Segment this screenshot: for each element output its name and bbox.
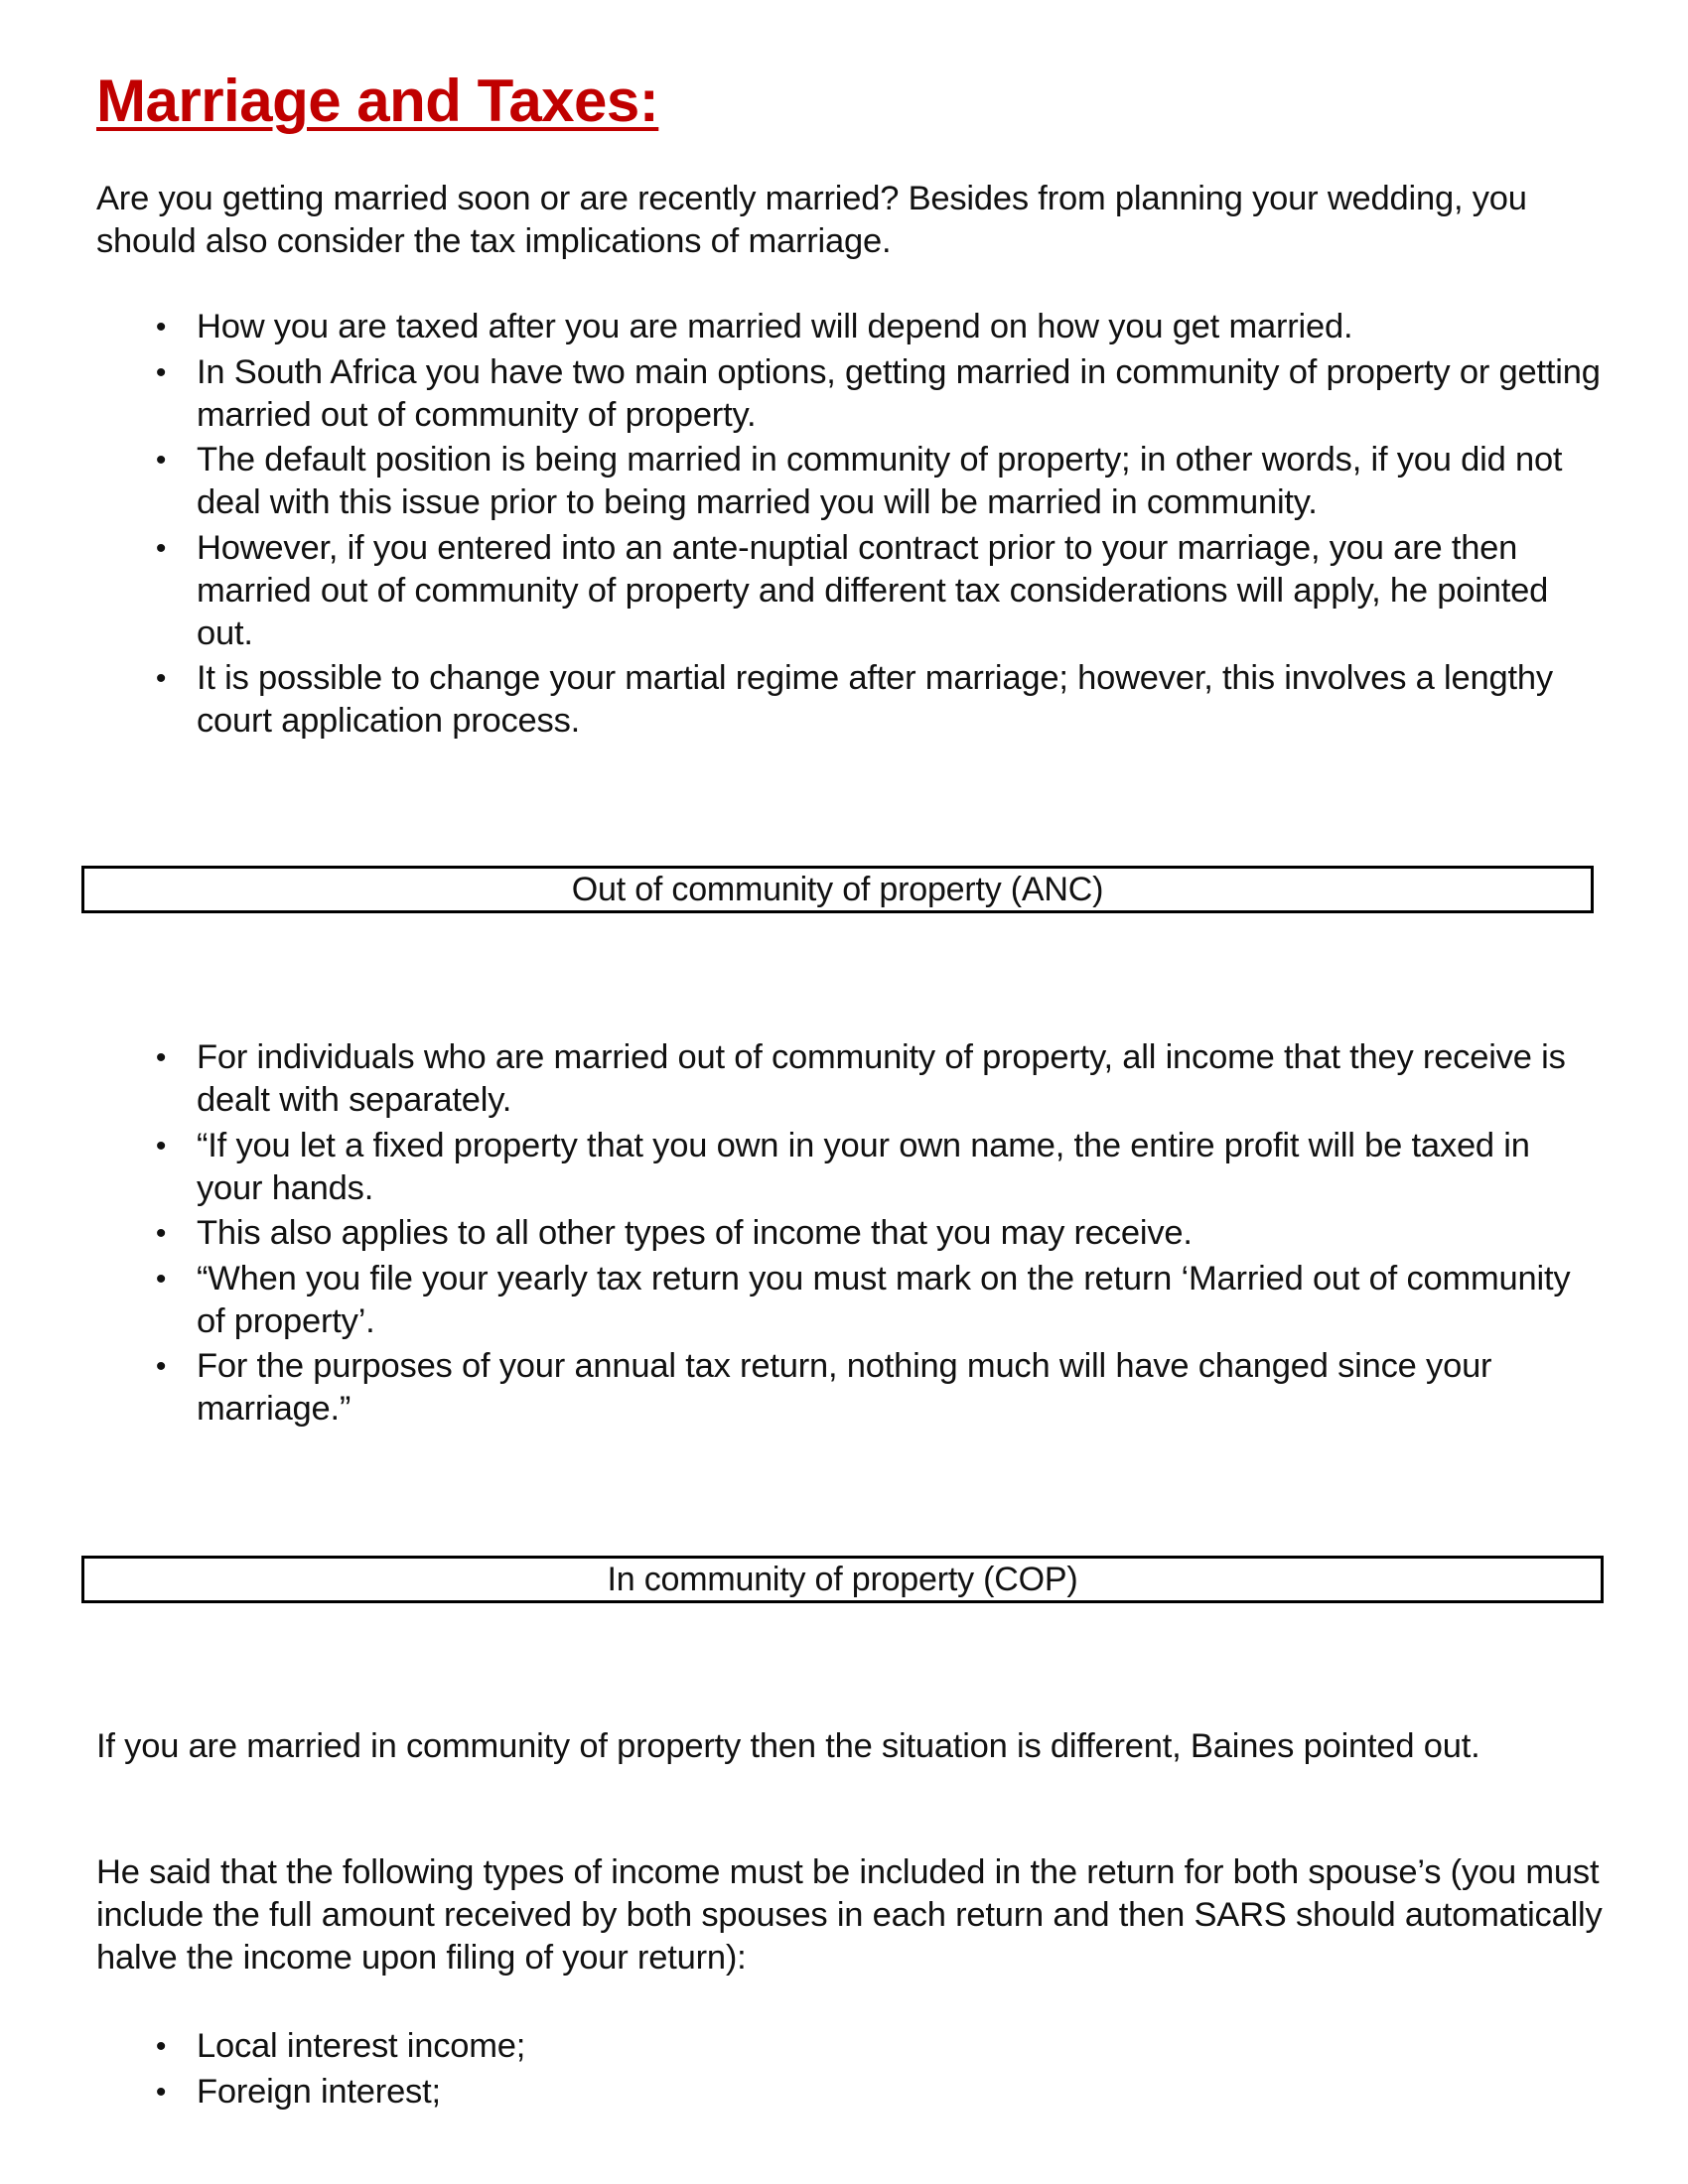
- list-item-text: For the purposes of your annual tax return, nothing much will have changed since your marriage.”: [197, 1347, 1492, 1428]
- list-item: [0, 306, 1609, 348]
- cop-paragraph: He said that the following types of income must be included in the return for both spouse’s (you must include the full amount received by both spouses in each return and then SARS should automatically halve the income upon filing of your return):: [96, 1853, 1603, 1977]
- bullet-icon: •: [155, 2075, 167, 2109]
- bullet-icon: •: [155, 444, 167, 477]
- list-item-text: “If you let a fixed property that you own in your own name, the entire profit will be taxed in your hands.: [197, 1126, 1530, 1207]
- list-item: [0, 1125, 1589, 1210]
- list-item-text: In South Africa you have two main options, getting married in community of property or getting married out of community of property.: [197, 352, 1601, 434]
- bullet-icon: •: [155, 1350, 167, 1383]
- cop-paragraph: If you are married in community of property then the situation is different, Baines pointed out.: [96, 1727, 1480, 1765]
- list-item: [0, 1258, 1589, 1343]
- anc-bullet-list: [0, 1036, 1589, 1433]
- list-item: [0, 351, 1609, 437]
- bullet-icon: •: [155, 662, 167, 695]
- list-item: [0, 1212, 1589, 1255]
- section-heading-anc: [81, 866, 1594, 913]
- bullet-icon: •: [155, 1262, 167, 1296]
- list-item-text: However, if you entered into an ante-nuptial contract prior to your marriage, you are then married out of community of property and different tax considerations will apply, he pointed out.: [197, 528, 1549, 652]
- bullet-icon: •: [155, 1217, 167, 1250]
- list-item: [0, 1036, 1589, 1122]
- bullet-icon: •: [155, 531, 167, 565]
- bullet-icon: •: [155, 2030, 167, 2063]
- list-item: [0, 439, 1609, 524]
- page-title: Marriage and Taxes:: [96, 68, 659, 134]
- list-item: [0, 657, 1609, 743]
- bullet-icon: •: [155, 355, 167, 389]
- cop-income-bullet-list: [0, 2025, 1628, 2116]
- list-item-text: The default position is being married in community of property; in other words, if you did not deal with this issue prior to being married you will be married in community.: [197, 441, 1563, 521]
- list-item: [0, 2071, 1628, 2114]
- section-heading-cop: [81, 1556, 1604, 1603]
- list-item-text: For individuals who are married out of community of property, all income that they receive is dealt with separately.: [197, 1038, 1566, 1119]
- list-item-text: How you are taxed after you are married will depend on how you get married.: [197, 308, 1353, 345]
- bullet-icon: •: [155, 1129, 167, 1162]
- list-item-text: It is possible to change your martial regime after marriage; however, this involves a lengthy court application process.: [197, 659, 1553, 740]
- list-item: [0, 1345, 1589, 1431]
- list-item-text: Local interest income;: [197, 2027, 526, 2065]
- list-item-text: “When you file your yearly tax return you must mark on the return ‘Married out of community of property’.: [197, 1259, 1571, 1340]
- list-item-text: Foreign interest;: [197, 2072, 441, 2111]
- list-item-text: This also applies to all other types of income that you may receive.: [197, 1214, 1193, 1252]
- bullet-icon: •: [155, 311, 167, 343]
- list-item: [0, 527, 1609, 655]
- bullet-icon: •: [155, 1041, 167, 1074]
- section-heading-text: In community of property (COP): [607, 1561, 1078, 1598]
- section-heading-text: Out of community of property (ANC): [571, 871, 1104, 908]
- intro-bullet-list: [0, 306, 1609, 746]
- intro-paragraph: Are you getting married soon or are recently married? Besides from planning your wedding, you should also consider the tax implications of marriage.: [96, 180, 1527, 260]
- list-item: [0, 2025, 1628, 2068]
